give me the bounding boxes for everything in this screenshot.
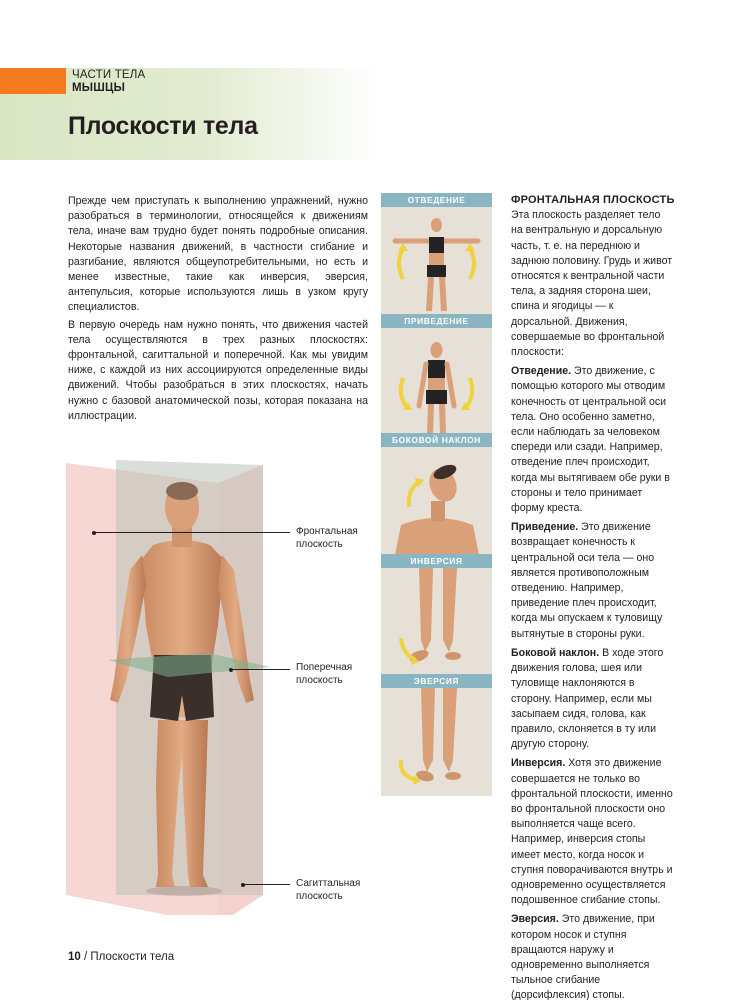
adduction-photo (381, 328, 492, 436)
subsection-name: МЫШЦЫ (72, 82, 126, 94)
page-number: 10 (68, 951, 81, 963)
movement-item-inversion: Инверсия. Хотя это движение совершается не только во фронтальной плоскости, именно во фронтальной плоскости оно выполняется чаще всего. Например, инверсия стопы имеет место, когда носок и ступня поворачиваются внутрь и одновременно осуществляется подошвенное сгибание стопы. (511, 757, 673, 907)
section-name: ЧАСТИ ТЕЛА (72, 69, 146, 81)
panel-eversion (381, 674, 492, 796)
movement-item-abduction: Отведение. Это движение, с помощью которого мы отводим конечность от центральной оси тела. Оно особенно заметно, если наблюдать за человеком спереди или сзади. Например, отведение плеч происходит, когда мы вытягиваем обе руки в стороны и тело принимает форму креста. (511, 365, 670, 515)
transverse-callout-line (231, 669, 290, 670)
intro-text (68, 194, 368, 426)
page-footer (68, 951, 174, 963)
frontal-plane-lead: Эта плоскость разделяет тело на вентральную и дорсальную часть, т. е. на переднюю и заднюю половину. Грудь и живот относятся к вентральной части тела, а задняя сторона шеи, спина и ягодицы — к дорсальной. Движения, совершаемые во фронтальной плоскости: (511, 209, 673, 359)
frontal-plane-label: Фронтальная плоскость (296, 526, 358, 550)
frontal-callout-line (94, 532, 290, 533)
body-hair (166, 482, 198, 500)
movement-item-eversion: Эверсия. Это движение, при котором носок и ступня вращаются наружу и одновременно выполняется тыльное сгибание (дорсифлексия) стопы. (511, 913, 655, 1000)
body-shadow (146, 886, 222, 896)
sagittal-plane-label: Сагиттальная плоскость (296, 878, 361, 902)
abduction-photo (381, 207, 492, 315)
panel-inversion (381, 554, 492, 676)
eversion-photo (381, 688, 492, 796)
page-title: Плоскости тела (68, 112, 258, 140)
lateral-bend-photo (381, 447, 492, 555)
panel-title: ОТВЕДЕНИЕ (381, 193, 492, 207)
movement-item-adduction: Приведение. Это движение возвращает конечность к центральной оси тела — оно является противоположным отведению. Например, приведение плеч происходит, когда мы опускаем к туловищу вытянутые в стороны руки. (511, 521, 663, 640)
panel-lateral-bend (381, 433, 492, 555)
sagittal-callout-line (243, 884, 290, 885)
movement-item-lateral-bend: Боковой наклон. В ходе этого движения голова, шея или туловище наклоняются в сторону. Например, если мы засыпаем сидя, голова, как правило, склоняется в ту или другую сторону. (511, 646, 664, 751)
intro-paragraph: В первую очередь нам нужно понять, что движения частей тела осуществляются в трех разных плоскостях: фронтальной, сагиттальной и поперечной. Как мы увидим ниже, с каждой из них ассоциируются определенные виды движений. Чтобы разобраться в этих плоскостях, начать нужно с базовой анатомической позы, которая показана на иллюстрации. (68, 318, 368, 422)
transverse-plane-label: Поперечная плоскость (296, 662, 353, 686)
intro-paragraph: Прежде чем приступать к выполнению упражнений, нужно разобраться в терминологии, относящейся к движениям тела, иначе вам трудно будет понять подробные описания. Некоторые названия движений, в частности сгибание и разгибание, являются общеупотребительными, но есть и менее известные, такие как инверсия, эверсия, антепульсия, которые используются лишь в узком кругу специалистов. (68, 195, 368, 314)
panel-title: ЭВЕРСИЯ (381, 674, 492, 688)
panel-title: ПРИВЕДЕНИЕ (381, 314, 492, 328)
inversion-photo (381, 568, 492, 676)
section-label (72, 69, 145, 95)
section-accent-tab (0, 68, 66, 94)
footer-separator: / (80, 951, 91, 963)
panel-title: БОКОВОЙ НАКЛОН (381, 433, 492, 447)
frontal-plane-description (511, 193, 675, 1000)
footer-title: Плоскости тела (90, 951, 175, 963)
frontal-plane-heading: ФРОНТАЛЬНАЯ ПЛОСКОСТЬ (511, 194, 675, 206)
panel-abduction (381, 193, 492, 315)
panel-title: ИНВЕРСИЯ (381, 554, 492, 568)
panel-adduction (381, 314, 492, 436)
